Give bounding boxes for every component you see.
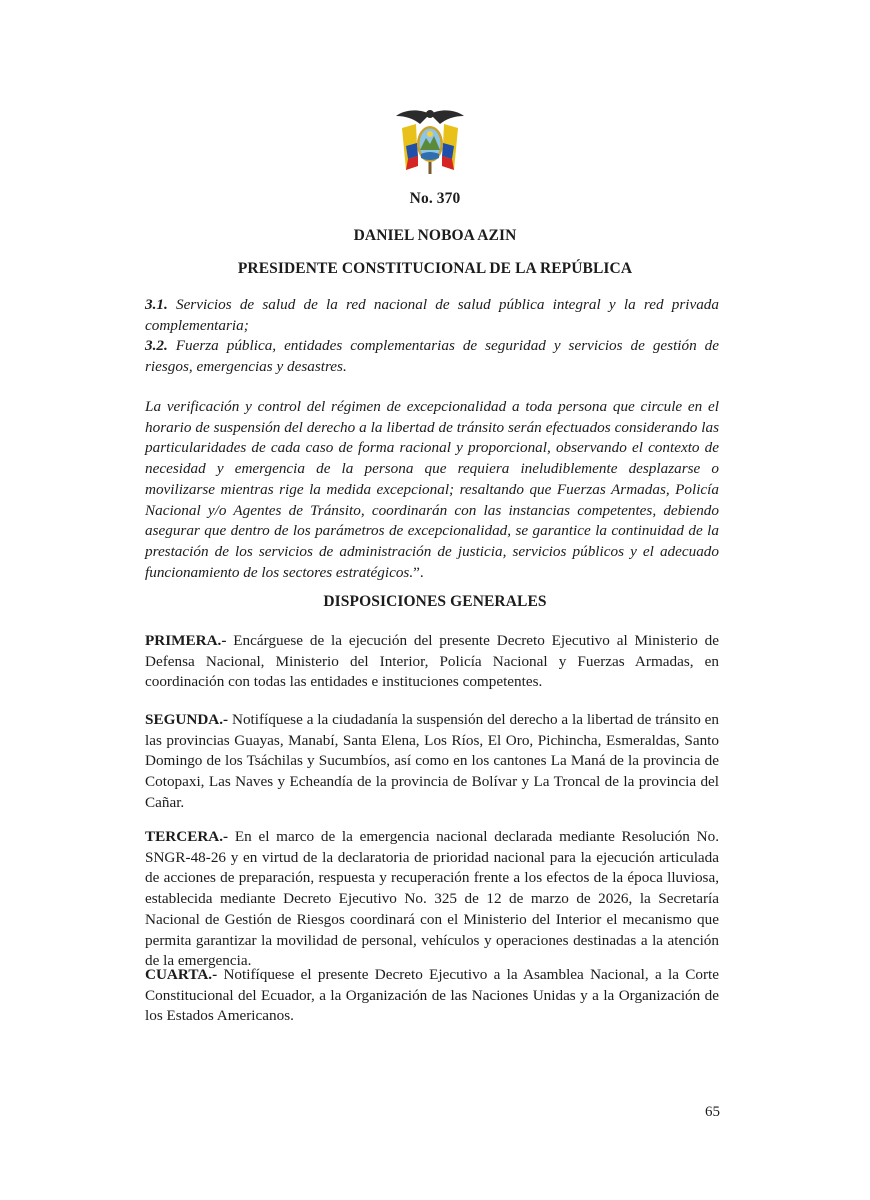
disposition-text: En el marco de la emergencia nacional declarada mediante Resolución No. SNGR-48-26 y en virtud de la declaratoria de prioridad nacional para la ejecución articulada de acciones de preparación, respuesta y recuperación frente a los efectos de la época lluviosa, establecida mediante Decreto Ejecutivo No. 325 de 12 de marzo de 2026, la Secretaría Nacional de Gestión de Riesgos coordinará con el Ministerio del Interior el mecanismo que permita garantizar la movilidad de personal, vehículos y operaciones destinadas a la atención de la emergencia. [145,828,719,970]
disposition-text: Notifíquese a la ciudadanía la suspensión del derecho a la libertad de tránsito en las provincias Guayas, Manabí, Santa Elena, Los Ríos, El Oro, Pichincha, Esmeraldas, Santo Domingo de los Tsáchilas y Sucumbíos, así como en los cantones La Maná de la provincia de Cotopaxi, Las Naves y Echeandía de la provincia de Bolívar y La Troncal de la provincia del Cañar. [145,711,719,811]
item-number: 3.1. [145,296,168,313]
disposition-text: Encárguese de la ejecución del presente Decreto Ejecutivo al Ministerio de Defensa Nacional, Ministerio del Interior, Policía Nacional y Fuerzas Armadas, en coordinación con todas las entidades e instituciones competentes. [145,632,719,691]
quoted-paragraph-text: La verificación y control del régimen de excepcionalidad a toda persona que circule en el horario de suspensión del derecho a la libertad de tránsito serán efectuados considerando las particularidades de cada caso de forma racional y proporcional, observando el contexto de necesidad y emergencia de la persona que requiera ineludiblemente desplazarse o movilizarse mientras rige la medida excepcional; resaltando que Fuerzas Armadas, Policía Nacional y/o Agentes de Tránsito, coordinarán con las instancias competentes, debiendo asegurar que dentro de los parámetros de excepcionalidad, se garantice la continuidad de la prestación de los servicios de administración de justicia, servicios públicos y el adecuado funcionamiento de los sectores estratégicos. [145,398,719,581]
president-name: DANIEL NOBOA AZIN [353,227,517,244]
page-number: 65 [705,1104,720,1120]
disposition-tercera [145,827,719,972]
president-title: PRESIDENTE CONSTITUCIONAL DE LA REPÚBLICA [237,260,633,277]
disposition-label: PRIMERA.- [145,632,227,649]
disposition-label: CUARTA.- [145,966,218,983]
disposition-label: TERCERA.- [145,828,229,845]
item-text: Servicios de salud de la red nacional de salud pública integral y la red privada complementaria; [145,296,719,334]
disposition-segunda [145,710,719,814]
decree-number: No. 370 [409,190,461,207]
quote-closing: ”. [413,563,424,581]
disposition-label: SEGUNDA.- [145,711,229,728]
item-number: 3.2. [145,337,168,355]
quoted-items [145,295,719,378]
quoted-paragraph [145,397,719,583]
item-text: Fuerza pública, entidades complementarias de seguridad y servicios de gestión de riesgos, emergencias y desastres. [145,337,719,376]
disposition-primera [145,631,719,693]
ecuador-coat-of-arms-icon [394,106,466,176]
disposition-text: Notifíquese el presente Decreto Ejecutivo a la Asamblea Nacional, a la Corte Constitucional del Ecuador, a la Organización de las Naciones Unidas y a la Organización de los Estados Americanos. [145,966,719,1025]
section-heading: DISPOSICIONES GENERALES [323,593,547,610]
disposition-cuarta [145,965,719,1027]
